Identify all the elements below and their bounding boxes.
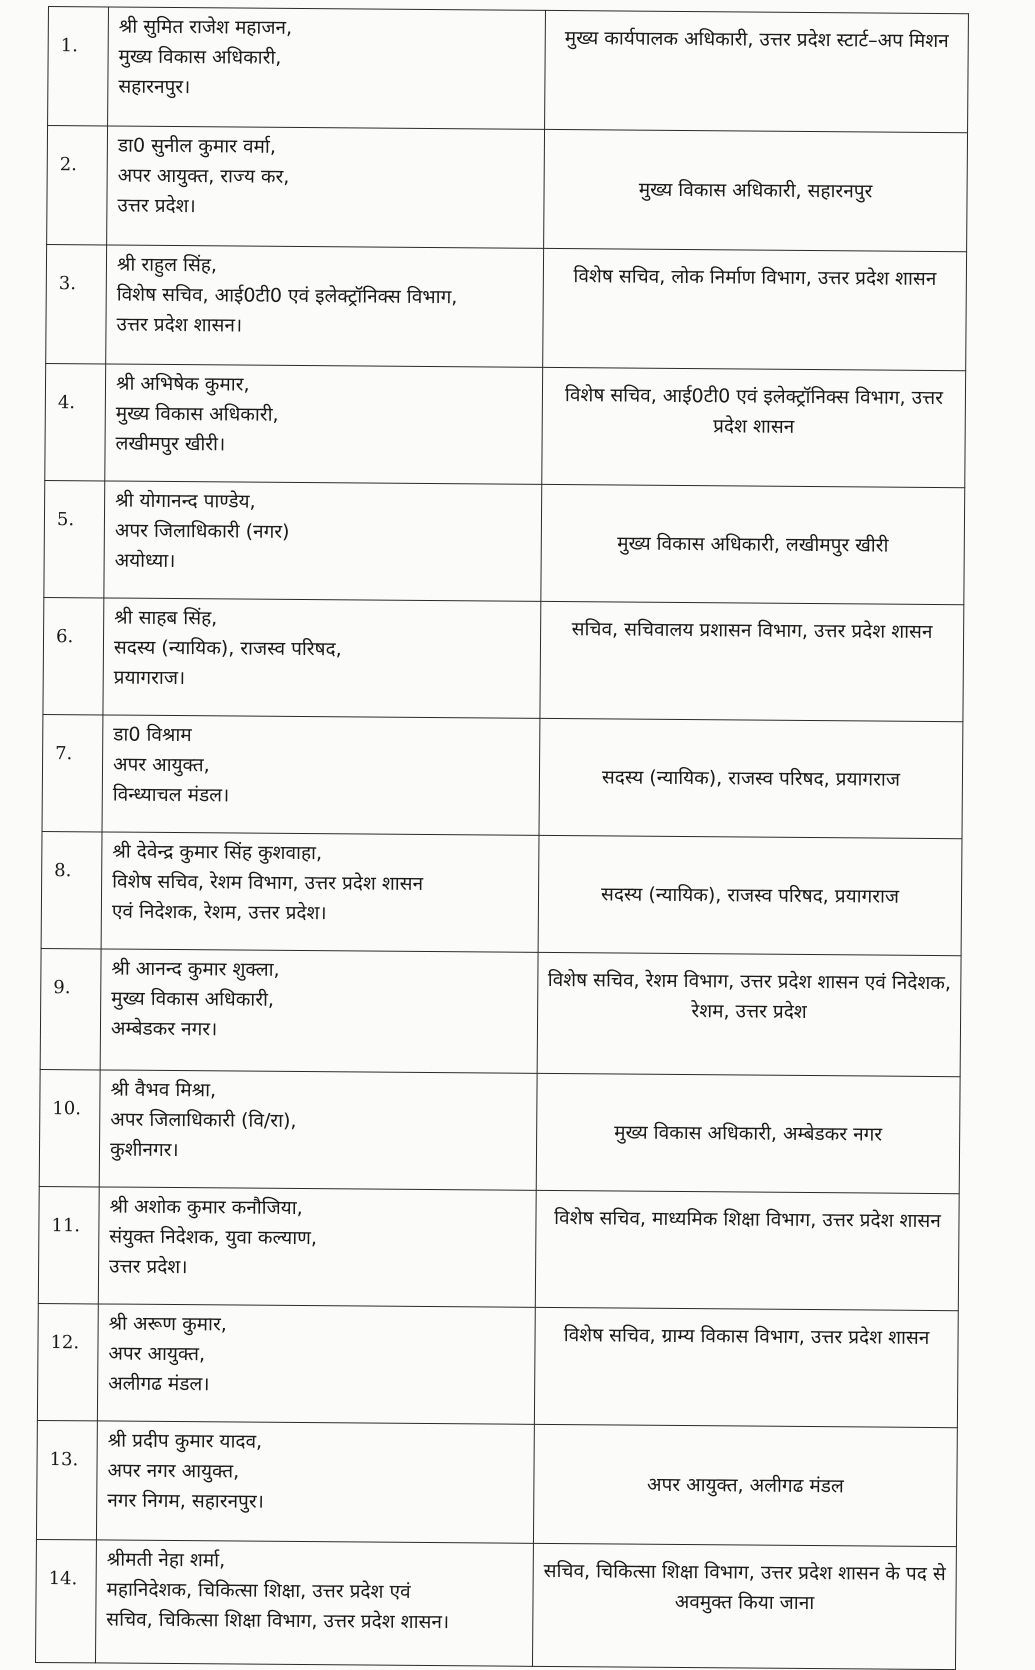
new-posting: विशेष सचिव, रेशम विभाग, उत्तर प्रदेश शासन एवं निदेशक, रेशम, उत्तर प्रदेश: [537, 952, 961, 1076]
officer-current-post: [99, 1070, 537, 1190]
officer-name: श्री वैभव मिश्रा,: [110, 1078, 217, 1102]
current-designation: अपर आयुक्त,: [108, 1342, 206, 1366]
table-row: [41, 831, 962, 955]
officer-current-post: [102, 715, 540, 835]
new-posting: मुख्य कार्यपालक अधिकारी, उत्तर प्रदेश स्टार्ट–अप मिशन: [545, 10, 969, 132]
officer-current-post: [100, 949, 538, 1073]
officer-current-post: [108, 7, 546, 129]
current-location: विन्ध्याचल मंडल।: [112, 783, 230, 807]
table-row: [46, 244, 967, 370]
new-posting: मुख्य विकास अधिकारी, लखीमपुर खीरी: [541, 484, 965, 604]
officer-name: श्री योगानन्द पाण्डेय,: [115, 489, 256, 513]
current-designation: सदस्य (न्यायिक), राजस्व परिषद,: [113, 636, 342, 661]
transfer-table: [35, 6, 969, 1670]
new-posting: विशेष सचिव, ग्राम्य विकास विभाग, उत्तर प्रदेश शासन: [534, 1307, 958, 1427]
officer-name: श्री साहब सिंह,: [114, 606, 218, 630]
table-row: [44, 480, 965, 604]
new-posting: विशेष सचिव, माध्यमिक शिक्षा विभाग, उत्तर प्रदेश शासन: [535, 1190, 959, 1310]
officer-name: श्री अरूण कुमार,: [108, 1312, 227, 1336]
serial-number: 1.: [48, 7, 109, 126]
table-row: [39, 1069, 960, 1193]
table-row: [36, 1420, 957, 1546]
table-row: [47, 126, 968, 252]
officer-current-post: [95, 1540, 533, 1666]
current-designation: अपर नगर आयुक्त,: [107, 1459, 240, 1483]
serial-number: 2.: [47, 126, 108, 245]
new-posting: विशेष सचिव, लोक निर्माण विभाग, उत्तर प्रदेश शासन: [543, 248, 967, 370]
officer-name: श्री अभिषेक कुमार,: [115, 372, 250, 396]
current-location: अलीगढ मंडल।: [108, 1372, 210, 1396]
current-location: सचिव, चिकित्सा शिक्षा विभाग, उत्तर प्रदेश शासन।: [106, 1608, 450, 1634]
officer-current-post: [106, 245, 544, 367]
table-row: [48, 7, 969, 133]
table-row: [40, 948, 961, 1076]
officer-current-post: [104, 481, 542, 601]
current-location: लखीमपुर खीरी।: [115, 432, 226, 456]
new-posting: मुख्य विकास अधिकारी, सहारनपुर: [544, 129, 968, 251]
officer-current-post: [105, 364, 543, 484]
officer-current-post: [97, 1304, 535, 1424]
table-row: [38, 1186, 959, 1310]
serial-number: 9.: [40, 948, 101, 1069]
serial-number: 10.: [39, 1069, 100, 1186]
table-row: [37, 1303, 958, 1427]
current-designation: मुख्य विकास अधिकारी,: [115, 402, 279, 426]
officer-name: श्री सुमित राजेश महाजन,: [118, 15, 293, 39]
officer-current-post: [107, 126, 545, 248]
current-designation: संयुक्त निदेशक, युवा कल्याण,: [109, 1225, 318, 1250]
officer-name: डा0 सुनील कुमार वर्मा,: [117, 134, 277, 158]
table-row: [35, 1539, 956, 1669]
serial-number: 3.: [46, 244, 107, 363]
officer-name: श्री राहुल सिंह,: [116, 253, 218, 277]
current-designation: अपर जिलाधिकारी (वि/रा),: [110, 1108, 297, 1132]
table-row: [42, 714, 963, 838]
current-location: उत्तर प्रदेश।: [109, 1255, 188, 1279]
serial-number: 6.: [43, 597, 104, 714]
serial-number: 4.: [45, 363, 106, 480]
new-posting: सचिव, चिकित्सा शिक्षा विभाग, उत्तर प्रदेश शासन के पद से अवमुक्त किया जाना: [532, 1543, 956, 1669]
serial-number: 7.: [42, 714, 103, 831]
current-designation: विशेष सचिव, रेशम विभाग, उत्तर प्रदेश शासन: [112, 870, 424, 895]
new-posting: सचिव, सचिवालय प्रशासन विभाग, उत्तर प्रदेश शासन: [540, 601, 964, 721]
new-posting: सदस्य (न्यायिक), राजस्व परिषद, प्रयागराज: [538, 835, 962, 955]
serial-number: 12.: [37, 1303, 98, 1420]
current-location: उत्तर प्रदेश शासन।: [116, 313, 243, 337]
current-designation: महानिदेशक, चिकित्सा शिक्षा, उत्तर प्रदेश एवं: [106, 1578, 411, 1603]
officer-name: श्री अशोक कुमार कनौजिया,: [109, 1195, 303, 1220]
serial-number: 14.: [35, 1539, 96, 1662]
current-location: एवं निदेशक, रेशम, उत्तर प्रदेश।: [111, 900, 327, 925]
current-designation: मुख्य विकास अधिकारी,: [118, 45, 282, 69]
current-location: अयोध्या।: [114, 549, 176, 573]
new-posting: अपर आयुक्त, अलीगढ मंडल: [533, 1424, 957, 1546]
officer-current-post: [101, 832, 539, 952]
officer-name: श्री प्रदीप कुमार यादव,: [107, 1429, 263, 1453]
officer-current-post: [98, 1187, 536, 1307]
current-location: कुशीनगर।: [109, 1138, 179, 1162]
current-designation: अपर जिलाधिकारी (नगर): [114, 519, 290, 543]
officer-current-post: [96, 1421, 534, 1543]
new-posting: मुख्य विकास अधिकारी, अम्बेडकर नगर: [536, 1073, 960, 1193]
current-location: प्रयागराज।: [113, 666, 186, 690]
officer-name: डा0 विश्राम: [113, 723, 192, 747]
serial-number: 5.: [44, 480, 105, 597]
current-location: नगर निगम, सहारनपुर।: [107, 1489, 264, 1513]
serial-number: 13.: [36, 1420, 97, 1539]
current-designation: विशेष सचिव, आई0टी0 एवं इलेक्ट्रॉनिक्स विभाग,: [116, 283, 458, 309]
current-designation: अपर आयुक्त, राज्य कर,: [117, 164, 290, 188]
current-location: सहारनपुर।: [118, 75, 191, 99]
officer-name: श्री देवेन्द्र कुमार सिंह कुशवाहा,: [112, 840, 323, 865]
new-posting: विशेष सचिव, आई0टी0 एवं इलेक्ट्रॉनिक्स विभाग, उत्तर प्रदेश शासन: [542, 367, 966, 487]
current-designation: मुख्य विकास अधिकारी,: [111, 987, 275, 1011]
current-location: अम्बेडकर नगर।: [110, 1017, 218, 1041]
officer-name: श्रीमती नेहा शर्मा,: [106, 1548, 226, 1572]
current-location: उत्तर प्रदेश।: [117, 194, 196, 218]
current-designation: अपर आयुक्त,: [112, 753, 210, 777]
new-posting: सदस्य (न्यायिक), राजस्व परिषद, प्रयागराज: [539, 718, 963, 838]
table-row: [43, 597, 964, 721]
officer-current-post: [103, 598, 541, 718]
table-row: [45, 363, 966, 487]
serial-number: 8.: [41, 831, 102, 948]
officer-name: श्री आनन्द कुमार शुक्ला,: [111, 957, 280, 981]
serial-number: 11.: [38, 1186, 99, 1303]
